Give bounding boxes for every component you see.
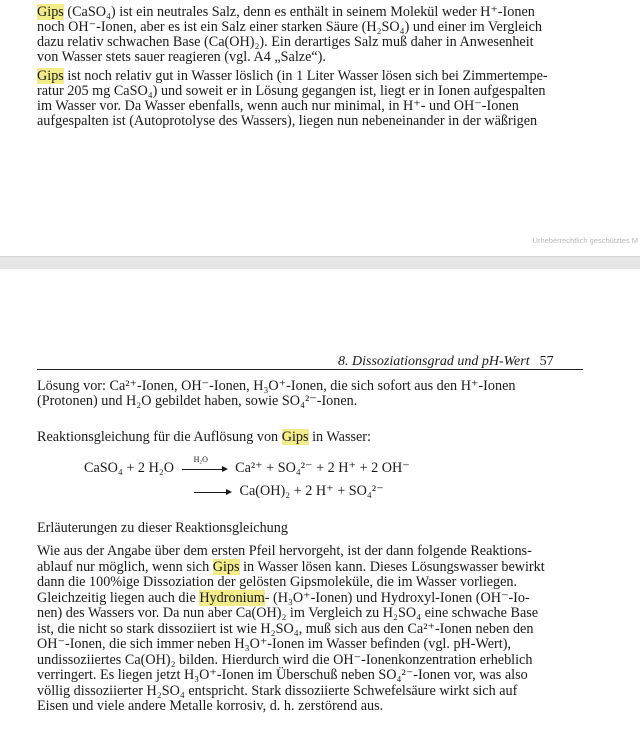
explanation-line [37,653,597,668]
reaction-arrow-2 [194,487,232,497]
highlight-gips: Gips [37,4,64,20]
line-text: ist, die nicht so stark dissoziiert ist wie H₂SO₄, muß sich aus den Ca²⁺-Ionen neben den [37,620,534,637]
watermark: Urheberrechtlich geschütztes M [532,236,638,245]
reaction-heading-post: in Wasser: [308,429,371,445]
line-text: dazu relativ schwachen Base (Ca(OH)₂). Ein derartiges Salz muß daher in Anwesenheit [37,34,534,50]
equation-2 [190,483,384,500]
explanation-line [37,622,597,637]
intro-line: (Protonen) und H₂O gebildet haben, sowie SO₄²⁻-Ionen. [37,393,358,409]
line-text: völlig dissoziierter H₂SO₄ entspricht. Stark dissoziierte Schwefelsäure wirkt sich auf [37,682,518,699]
top-text-line [37,84,597,99]
reaction-arrow-1 [182,454,228,474]
line-text: (CaSO₄) ist ein neutrales Salz, denn es enthält in seinem Molekül weder H⁺-Ionen [63,4,535,20]
line-text: dann die 100%ige Dissoziation der gelösten Gipsmoleküle, die im Wasser vorliegen. [37,574,518,590]
line-text: OH⁻-Ionen, die sich immer neben H₃O⁺-Ionen im Wasser befinden (vgl. pH-Wert), [37,636,511,652]
highlight-term: Hydronium [199,589,265,606]
equation-1-right: Ca²⁺ + SO₄²⁻ + 2 H⁺ + 2 OH⁻ [235,460,410,476]
equation-2-right: Ca(OH)₂ + 2 H⁺ + SO₄²⁻ [239,483,384,499]
equation-1-left: CaSO₄ + 2 H₂O [84,460,175,476]
top-text-line [37,114,597,129]
intro-line: Lösung vor: Ca²⁺-Ionen, OH⁻-Ionen, H₃O⁺-Ionen, die sich sofort aus den H⁺-Ionen [37,378,516,394]
line-text: ablauf nur möglich, wenn sich [37,558,213,575]
line-text: in Wasser lösen kann. Dieses Lösungswasser bewirkt [239,558,545,575]
page-number: 57 [539,354,554,369]
line-text: ist noch relativ gut in Wasser löslich (in 1 Liter Wasser lösen sich bei Zimmertempe- [63,68,548,84]
explanation-line [37,637,597,652]
line-text: Eisen und viele andere Metalle korrosiv, d. h. zerstörend aus. [37,698,384,714]
explanation-line [37,606,597,621]
explanation-line [37,684,597,699]
top-text-line [37,69,597,84]
page-gap [0,256,640,270]
highlight-gips: Gips [281,429,309,445]
line-text: undissoziiertes Ca(OH)₂ bilden. Hierdurch wird die OH⁻-Ionenkonzentration erheblich [37,651,533,668]
line-text: von Wasser stets sauer reagieren (vgl. A4 „Salze“). [37,49,326,65]
explanation-line [37,544,597,559]
line-text: im Wasser vor. Da Wasser ebenfalls, wenn auch nur minimal, in H⁺- und OH⁻-Ionen [37,98,519,114]
line-text: Wie aus der Angabe über dem ersten Pfeil hervorgeht, ist der dann folgende Reaktions- [37,543,532,559]
top-text-line [37,20,597,35]
top-text-line [37,5,597,20]
header-rule [37,369,583,370]
explanation-heading: Erläuterungen zu dieser Reaktionsgleichung [37,520,288,536]
line-text: aufgespalten ist (Autoprotolyse des Wassers), liegen nun nebeneinander in der wäßrigen [37,113,538,129]
running-head [338,354,554,370]
line-text: Gleichzeitig liegen auch die [37,589,200,606]
reaction-heading [37,430,597,445]
arrow-label: H₂O [193,454,208,464]
line-text: nen) des Wassers vor. Da nun aber Ca(OH)₂ im Vergleich zu H₂SO₄ eine schwache Base [37,605,539,621]
reaction-heading-pre: Reaktionsgleichung für die Auflösung von [37,429,282,445]
line-text: noch OH⁻-Ionen, aber es ist ein Salz einer starken Säure (H₂SO₄) und einer im Vergleich [37,19,542,35]
running-head-title: 8. Dissoziationsgrad und pH-Wert [338,354,530,369]
explanation-line [37,575,597,590]
explanation-line [37,591,597,606]
highlight-gips: Gips [37,68,64,84]
line-text: ratur 205 mg CaSO₄) und soweit er in Lösung gegangen ist, liegt er in Ionen aufgespalten [37,83,546,99]
line-text: verringert. Es liegen jetzt H₃O⁺-Ionen im Überschuß neben SO₄²⁻-Ionen vor, was also [37,667,528,683]
explanation-line [37,699,597,714]
explanation-line [37,560,597,575]
top-text-line [37,35,597,50]
highlight-term: Gips [212,558,240,575]
line-text: - (H₃O⁺-Ionen) und Hydroxyl-Ionen (OH⁻-Io- [264,589,530,606]
explanation-line [37,668,597,683]
top-text-line [37,99,597,114]
equation-1 [84,454,410,477]
top-text-line [37,50,597,65]
